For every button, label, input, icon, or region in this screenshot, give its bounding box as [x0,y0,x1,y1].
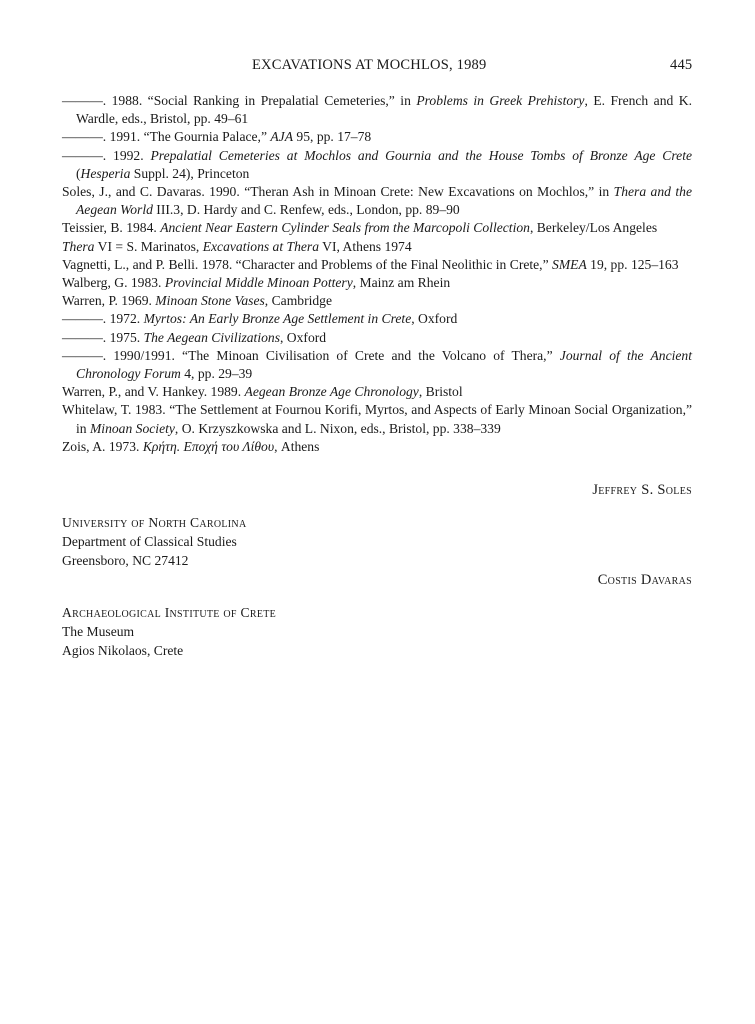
reference-entry [62,128,692,146]
reference-italic-text: Prepalatial Cemeteries at Mochlos and Gournia and the House Tombs of Bronze Age Crete [150,147,693,163]
reference-entry [62,347,692,383]
author-affiliation [62,603,692,660]
author-name: Costis Davaras [597,572,692,588]
reference-italic-text: Thera and the Aegean World [76,184,692,218]
reference-italic-text: Hesperia [80,165,131,181]
reference-italic-text: Minoan Stone Vases [155,293,265,309]
reference-text: , Mainz am Rhein [352,275,451,291]
reference-entry [62,310,692,328]
reference-entry [62,292,692,310]
author-block-1 [62,482,692,570]
reference-text: Zois, A. 1973. [62,438,143,454]
running-head [0,57,755,77]
reference-text: , Oxford [280,329,327,345]
reference-entry [62,256,692,274]
reference-text: , O. Krzyszkowska and L. Nixon, eds., Bristol, pp. 338–339 [174,420,501,436]
reference-entry [62,183,692,219]
reference-text: ———. 1975. [62,329,144,345]
reference-text: VI, Athens 1974 [319,238,412,254]
reference-text: , Oxford [411,311,458,327]
author-name: Jeffrey S. Soles [592,482,692,498]
page-number: 445 [670,57,693,73]
reference-italic-text: Minoan Society [89,420,175,436]
reference-italic-text: Problems in Greek Prehistory [416,93,585,108]
author-affiliation [62,513,692,570]
reference-italic-text: Provincial Middle Minoan Pottery [164,275,353,291]
reference-entry [62,274,692,292]
reference-text: , Berkeley/Los Angeles [529,220,658,236]
reference-text: III.3, D. Hardy and C. Renfew, eds., London, pp. 89–90 [152,202,460,218]
reference-text: 95, pp. 17–78 [293,129,372,145]
affiliation-institution: University of North Carolina [62,515,247,530]
reference-text: ( [76,165,81,181]
affiliation-department: Department of Classical Studies [62,534,237,549]
reference-text: 19, pp. 125–163 [586,256,679,272]
affiliation-department: The Museum [62,624,135,639]
reference-text: ———. 1972. [62,311,144,327]
reference-text: ———. 1988. “Social Ranking in Prepalatial Cemeteries,” in [62,93,417,108]
reference-entry [62,147,692,183]
reference-text: ———. 1990/1991. “The Minoan Civilisation of Crete and the Volcano of Thera,” [62,347,560,363]
reference-entry [62,401,692,437]
reference-text: Soles, J., and C. Davaras. 1990. “Theran Ash in Minoan Crete: New Excavations on Mochlos,” in [62,184,614,200]
reference-italic-text: Excavations at Thera [202,238,320,254]
reference-text: Walberg, G. 1983. [62,275,165,291]
reference-text: Warren, P. 1969. [62,293,156,309]
reference-text: , E. French and K. Wardle, eds., Bristol, pp. 49–61 [76,93,692,127]
reference-entry [62,219,692,237]
running-title: EXCAVATIONS AT MOCHLOS, 1989 [252,57,487,73]
bibliography-list [62,92,692,456]
reference-text: Suppl. 24), Princeton [130,165,250,181]
reference-text: Vagnetti, L., and P. Belli. 1978. “Character and Problems of the Final Neolithic in Crete,” [62,256,553,272]
reference-italic-text: SMEA [552,256,587,272]
reference-italic-text: AJA [270,129,294,145]
reference-italic-text: Thera [62,238,95,254]
reference-text: , Bristol [418,384,463,400]
reference-text: Warren, P., and V. Hankey. 1989. [62,384,245,400]
reference-italic-text: The Aegean Civilizations [143,329,280,345]
reference-italic-text: Myrtos: An Early Bronze Age Settlement in Crete [143,311,412,327]
reference-italic-text: Κρήτη. Εποχή του Λίθου [142,438,275,454]
reference-text: 4, pp. 29–39 [180,366,253,382]
reference-entry [62,238,692,256]
reference-text: Teissier, B. 1984. [62,220,161,236]
reference-entry [62,383,692,401]
reference-entry [62,438,692,456]
reference-italic-text: Journal of the Ancient Chronology Forum [76,347,692,382]
reference-italic-text: Ancient Near Eastern Cylinder Seals from the Marcopoli Collection [160,220,530,236]
affiliation-institution: Archaeological Institute of Crete [62,605,277,620]
affiliation-city: Agios Nikolaos, Crete [62,643,184,658]
reference-entry [62,92,692,128]
reference-text: , Athens [274,438,320,454]
reference-text: Whitelaw, T. 1983. “The Settlement at Fournou Korifi, Myrtos, and Aspects of Early Minoan Social Organization,” in [62,402,692,436]
affiliation-city: Greensboro, NC 27412 [62,553,189,568]
reference-text: , Cambridge [264,293,332,309]
reference-italic-text: Aegean Bronze Age Chronology [244,384,419,400]
reference-text: ———. 1992. [62,147,151,163]
reference-text: ———. 1991. “The Gournia Palace,” [62,129,271,145]
author-block-2 [62,572,692,660]
reference-text: VI = S. Marinatos, [94,238,203,254]
reference-entry [62,329,692,347]
